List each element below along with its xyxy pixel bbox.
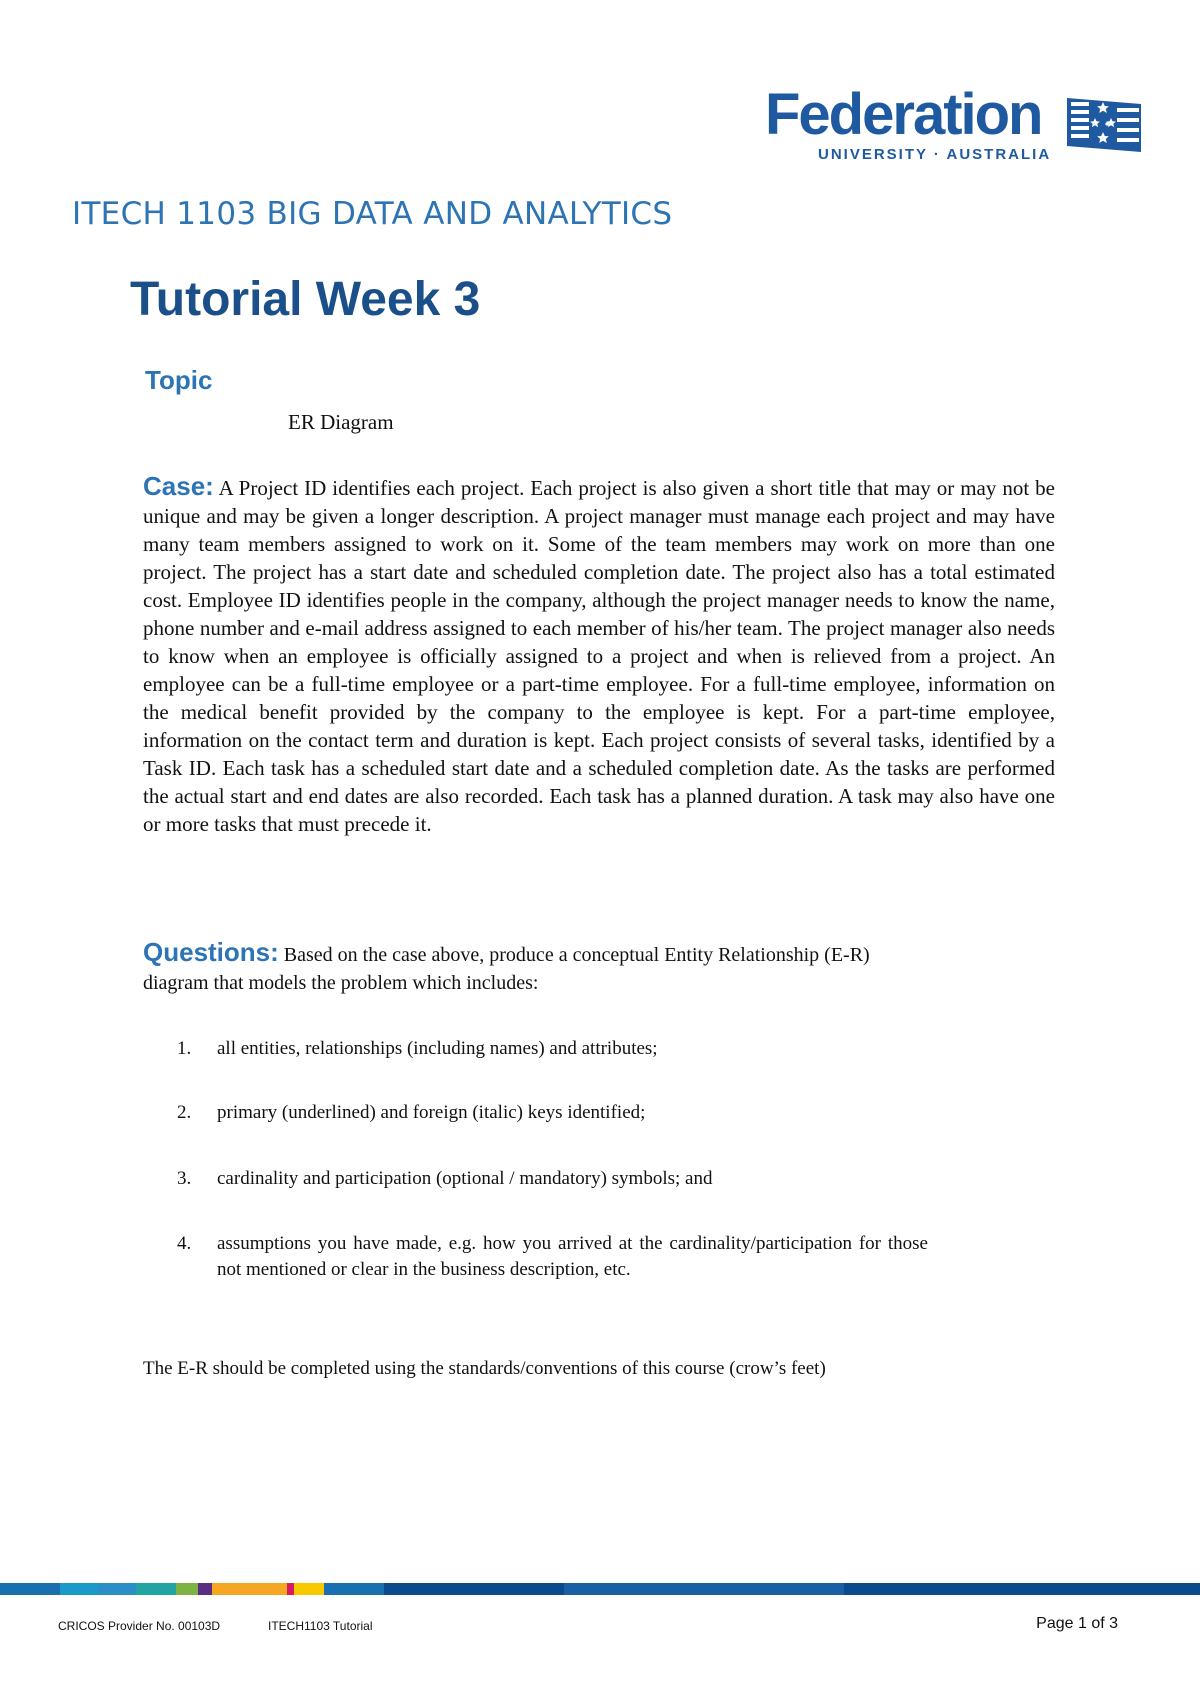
document-title: Tutorial Week 3 <box>130 273 481 326</box>
case-paragraph <box>143 472 1055 838</box>
logo-wordmark: Federation <box>765 82 1042 147</box>
topic-heading: Topic <box>145 365 213 395</box>
course-title: ITECH 1103 BIG DATA AND ANALYTICS <box>72 196 673 232</box>
list-item-text: primary (underlined) and foreign (italic) keys identified; <box>217 1102 646 1123</box>
southern-cross-flag-icon <box>1065 94 1143 156</box>
list-item-number: 4. <box>177 1233 192 1254</box>
page-number: Page 1 of 3 <box>1036 1615 1118 1632</box>
list-item-text: all entities, relationships (including names) and attributes; <box>217 1038 658 1059</box>
case-text: A Project ID identifies each project. Each project is also given a short title that may or may not be unique and may be given a longer description. A project manager must manage each project and may have many team members assigned to work on it. Some of the team members may work on more than one project. The project has a start date and scheduled completion date. The project also has a total estimated cost. Employee ID identifies people in the company, although the project manager needs to know the name, phone number and e-mail address assigned to each member of his/her team. The project manager also needs to know when an employee is officially assigned to a project and when is relieved from a project. An employee can be a full-time employee or a part-time employee. For a full-time employee, information on the medical benefit provided by the company to the employee is kept. For a part-time employee, information on the contact term and duration is kept. Each project consists of several tasks, identified by a Task ID. Each task has a scheduled start date and a scheduled completion date. As the tasks are performed the actual start and end dates are also recorded. Each task has a planned duration. A task may also have one or more tasks that must precede it. <box>143 476 1055 836</box>
list-item-number: 1. <box>177 1038 192 1059</box>
list-item-text: assumptions you have made, e.g. how you arrived at the cardinality/participation for those not mentioned or clear in the business description, etc. <box>217 1233 928 1280</box>
questions-intro: Based on the case above, produce a conceptual Entity Relationship (E-R) diagram that models the problem which includes: <box>143 944 870 994</box>
logo-subtitle: UNIVERSITY · AUSTRALIA <box>818 146 1052 163</box>
list-item-text: cardinality and participation (optional / mandatory) symbols; and <box>217 1168 713 1189</box>
questions-paragraph <box>143 938 928 997</box>
university-logo <box>765 84 1145 169</box>
footer-color-bar <box>0 1583 1200 1595</box>
closing-paragraph: The E-R should be completed using the standards/conventions of this course (crow’s feet) <box>143 1358 826 1379</box>
list-item-number: 3. <box>177 1168 192 1189</box>
topic-value: ER Diagram <box>288 410 394 434</box>
questions-label: Questions: <box>143 937 279 967</box>
case-label: Case: <box>143 471 214 501</box>
footer-document-name: ITECH1103 Tutorial <box>268 1619 373 1633</box>
footer-cricos: CRICOS Provider No. 00103D <box>58 1619 221 1633</box>
list-item-number: 2. <box>177 1102 192 1123</box>
